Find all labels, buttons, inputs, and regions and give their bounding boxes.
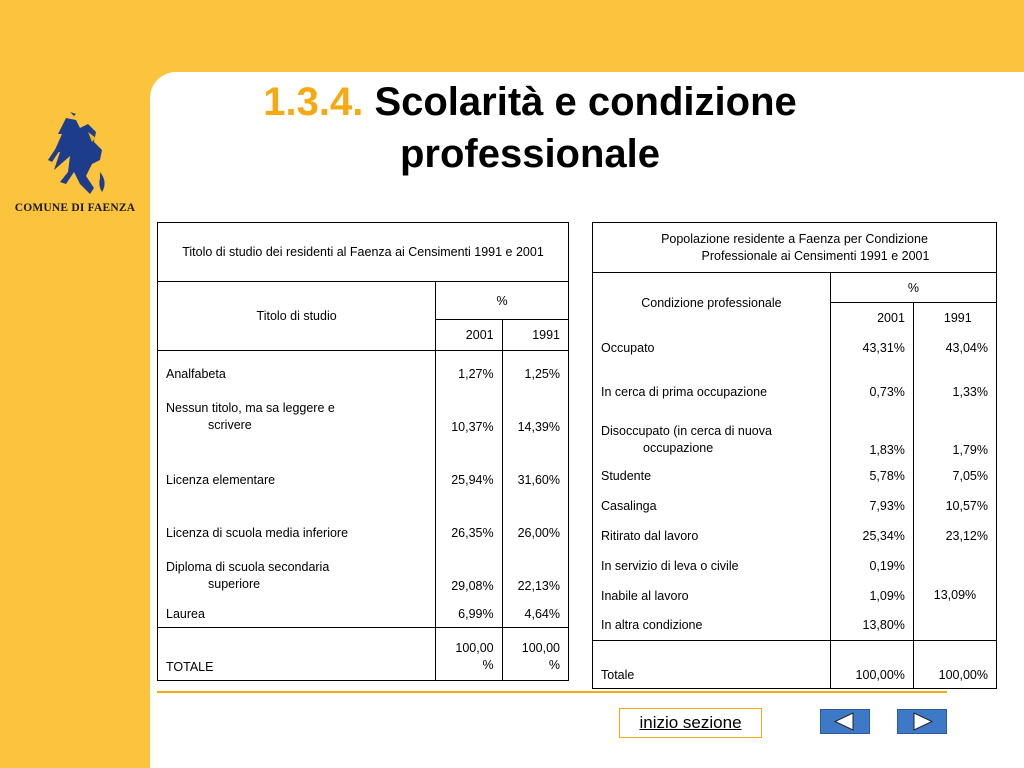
triangle-right-icon — [898, 710, 946, 733]
cell-value: 26,35% — [436, 487, 502, 540]
row-label: Analfabeta — [166, 366, 226, 381]
cell-value: 10,57% — [913, 491, 996, 521]
total-row — [593, 641, 997, 689]
total-value-unit: % — [548, 658, 560, 672]
cell-value: 0,19% — [830, 551, 913, 581]
cell-value: 1,09% — [830, 581, 913, 611]
lion-rampant-icon — [40, 112, 110, 198]
title-text: Scolarità e condizione professionale — [374, 80, 797, 176]
divider — [157, 691, 947, 693]
section-start-link[interactable] — [619, 708, 762, 738]
cell-value: 22,13% — [502, 540, 568, 593]
next-button[interactable] — [897, 709, 947, 734]
logo-label: COMUNE DI FAENZA — [14, 202, 136, 214]
table-row — [593, 491, 997, 521]
logo — [6, 112, 144, 222]
table-row — [158, 487, 569, 540]
caption-line: Popolazione residente a Faenza per Condizione — [661, 231, 928, 246]
cell-value: 31,60% — [502, 434, 568, 487]
total-label: Totale — [593, 641, 831, 689]
row-label-cont: scrivere — [208, 417, 252, 432]
cell-value: 29,08% — [436, 540, 502, 593]
caption-line: Professionale ai Censimenti 1991 e 2001 — [701, 248, 930, 263]
merged-cell-value: 13,09% — [913, 551, 996, 641]
table-row — [593, 333, 997, 363]
cell-value: 7,05% — [913, 461, 996, 491]
total-value: 100,00% — [913, 641, 996, 689]
percent-header: % — [436, 282, 569, 320]
cell-value: 4,64% — [502, 593, 568, 628]
cell-value: 25,34% — [830, 521, 913, 551]
table-row — [158, 434, 569, 487]
percent-header: % — [830, 273, 996, 303]
cell-value: 5,78% — [830, 461, 913, 491]
cell-value: 10,37% — [436, 381, 502, 434]
table-row — [158, 540, 569, 593]
row-label: Laurea — [158, 593, 436, 628]
cell-value: 26,00% — [502, 487, 568, 540]
row-label: Ritirato dal lavoro — [601, 528, 699, 543]
profession-table — [592, 222, 997, 689]
row-label: Occupato — [601, 340, 655, 355]
triangle-left-icon — [821, 710, 869, 733]
table-row — [158, 381, 569, 434]
table-row — [593, 363, 997, 411]
row-label: Disoccupato (in cerca di nuova — [601, 423, 772, 438]
total-row — [158, 628, 569, 681]
row-label: Nessun titolo, ma sa leggere e — [166, 400, 335, 415]
total-value-unit: % — [482, 658, 494, 672]
cell-value: 43,31% — [830, 333, 913, 363]
cell-value: 13,80% — [830, 611, 913, 641]
cell-value: 1,83% — [830, 411, 913, 461]
column-header: Condizione professionale — [641, 295, 782, 310]
page-title — [180, 76, 880, 180]
year-header: 2001 — [436, 320, 502, 351]
cell-value: 1,25% — [502, 351, 568, 381]
year-header: 1991 — [502, 320, 568, 351]
cell-value: 0,73% — [830, 363, 913, 411]
row-label: Studente — [601, 468, 652, 483]
table-row — [158, 593, 569, 628]
table-caption: Titolo di studio dei residenti al Faenza ai Censimenti 1991 e 2001 — [158, 223, 569, 282]
year-header: 2001 — [830, 303, 913, 333]
row-label-cont: superiore — [208, 576, 261, 591]
total-value: 100,00 — [521, 641, 560, 655]
table-row — [593, 551, 997, 581]
cell-value: 25,94% — [436, 434, 502, 487]
row-label: In altra condizione — [593, 611, 831, 641]
table-caption — [593, 223, 997, 273]
column-header: Titolo di studio — [158, 282, 436, 351]
total-value: 100,00 — [455, 641, 494, 655]
education-table — [157, 222, 569, 681]
year-header: 1991 — [913, 303, 996, 333]
section-start-label[interactable]: inizio sezione — [639, 713, 742, 732]
cell-value: 1,33% — [913, 363, 996, 411]
prev-button[interactable] — [820, 709, 870, 734]
total-value: 100,00% — [830, 641, 913, 689]
total-label: TOTALE — [166, 660, 214, 674]
row-label: In cerca di prima occupazione — [601, 384, 768, 399]
cell-value: 1,27% — [436, 351, 502, 381]
row-label: Inabile al lavoro — [601, 588, 689, 603]
table-row — [593, 411, 997, 461]
table-row — [158, 351, 569, 381]
row-label: Licenza elementare — [166, 472, 276, 487]
row-label: Casalinga — [601, 498, 657, 513]
row-label: Licenza di scuola media inferiore — [166, 525, 349, 540]
cell-value: 23,12% — [913, 521, 996, 551]
row-label: Diploma di scuola secondaria — [166, 559, 330, 574]
cell-value: 6,99% — [436, 593, 502, 628]
row-label-cont: occupazione — [643, 440, 714, 455]
title-number: 1.3.4. — [263, 80, 364, 124]
table-row — [593, 521, 997, 551]
row-label: In servizio di leva o civile — [601, 558, 739, 573]
cell-value: 14,39% — [502, 381, 568, 434]
cell-value: 43,04% — [913, 333, 996, 363]
cell-value: 7,93% — [830, 491, 913, 521]
cell-value: 1,79% — [913, 411, 996, 461]
table-row — [593, 461, 997, 491]
